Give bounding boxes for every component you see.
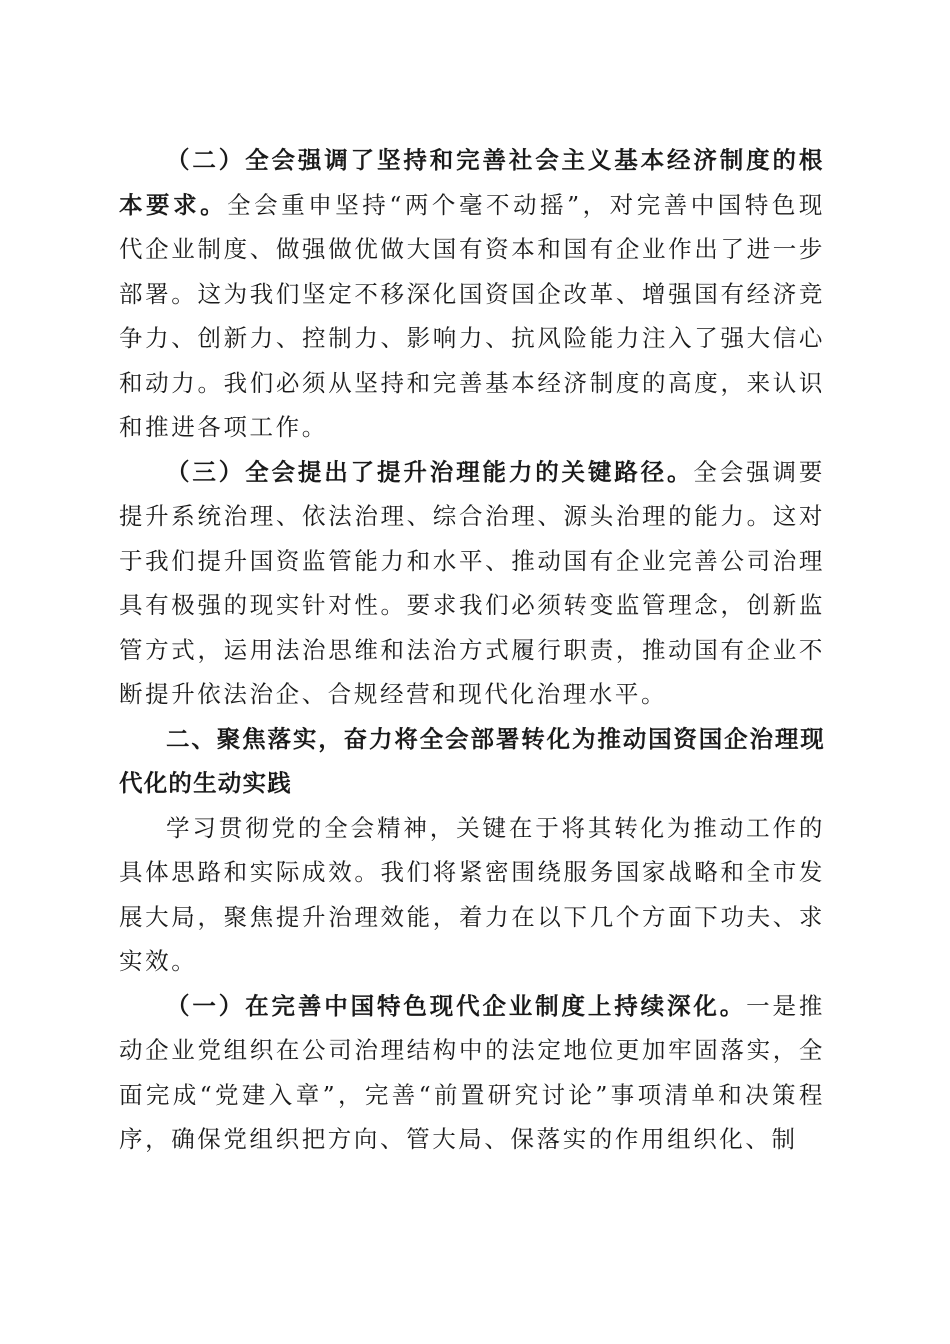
paragraph-2-body: 全会重申坚持“两个毫不动摇”，对完善中国特色现代企业制度、做强做优做大国有资本和国有企业作出了进一步部署。这为我们坚定不移深化国资国企改革、增强国有经济竞争力、创新力、控制力、影响力、抗风险能力注入了强大信心和动力。我们必须从坚持和完善基本经济制度的高度，来认识和推进各项工作。: [119, 190, 826, 441]
document-body: [119, 138, 825, 1162]
paragraph-3-body: 全会强调要提升系统治理、依法治理、综合治理、源头治理的能力。这对于我们提升国资监管能力和水平、推动国有企业完善公司治理具有极强的现实针对性。要求我们必须转变监管理念，创新监管方式，运用法治思维和法治方式履行职责，推动国有企业不断提升依法治企、合规经营和现代化治理水平。: [119, 457, 826, 708]
intro-paragraph: 学习贯彻党的全会精神，关键在于将其转化为推动工作的具体思路和实际成效。我们将紧密围绕服务国家战略和全市发展大局，聚焦提升治理效能，着力在以下几个方面下功夫、求实效。: [119, 813, 825, 975]
paragraph-3-lead: （三）全会提出了提升治理能力的关键路径。: [166, 457, 694, 486]
paragraph-2: [119, 138, 825, 450]
section-heading: 二、聚焦落实，奋力将全会部署转化为推动国资国企治理现代化的生动实践: [119, 724, 825, 797]
paragraph-2-lead: （二）全会强调了坚持和完善社会主义基本经济制度的根本要求。: [119, 146, 825, 219]
paragraph-3: [119, 450, 825, 717]
sub-paragraph-1-body: 一是推动企业党组织在公司治理结构中的法定地位更加牢固落实，全面完成“党建入章”，完善“前置研究讨论”事项清单和决策程序，确保党组织把方向、管大局、保落实的作用组织化、制: [119, 991, 825, 1153]
sub-paragraph-1: [119, 984, 825, 1162]
sub-paragraph-1-lead: （一）在完善中国特色现代企业制度上持续深化。: [166, 991, 747, 1020]
